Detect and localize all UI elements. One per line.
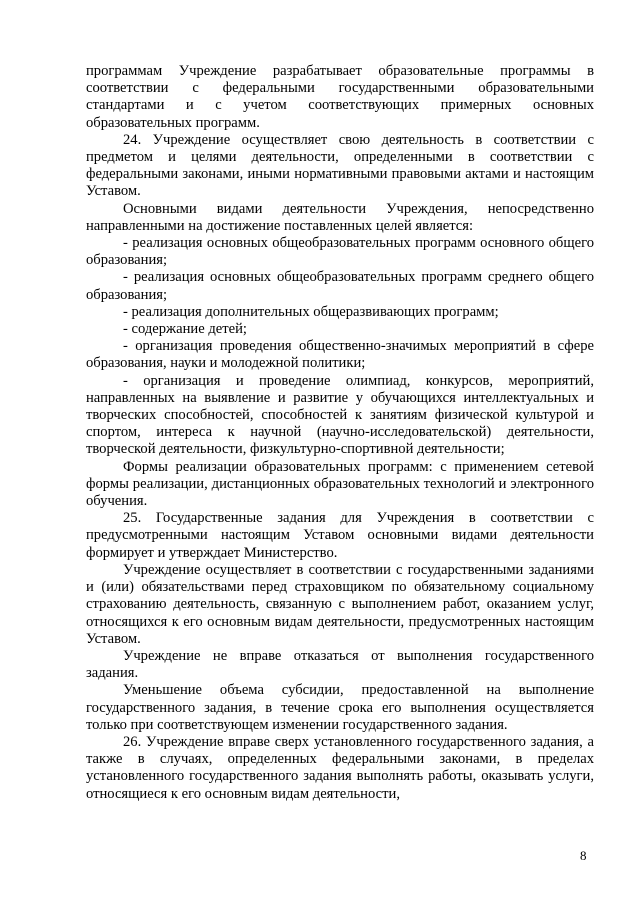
paragraph-subsidy: Уменьшение объема субсидии, предоставленной на выполнение государственного задания, в течение срока его выполнения осуществляется только при соответствующем изменении государственного задания. bbox=[86, 682, 594, 733]
paragraph-1: программам Учреждение разрабатывает образовательные программы в соответствии с федеральными государственными образовательными стандартами и с учетом соответствующих примерных основных образовательных программ. bbox=[86, 63, 594, 131]
list-item: - содержание детей; bbox=[123, 321, 247, 338]
paragraph-no-refusal: Учреждение не вправе отказаться от выполнения государственного задания. bbox=[86, 647, 594, 682]
paragraph-main-activities: Основными видами деятельности Учреждения, непосредственно направленными на достижение поставленных целей является: bbox=[86, 200, 594, 234]
list-item: - организация проведения общественно-значимых мероприятий в сфере образования, науки и молодежной политики; bbox=[86, 338, 594, 372]
paragraph-state-tasks: Учреждение осуществляет в соответствии с государственными заданиями и (или) обязательствами перед страховщиком по обязательному социальному страхованию деятельность, связанную с выполнением работ, оказанием услуг, относящихся к его основным видам деятельности, предусмотренных настоящим Уставом. bbox=[86, 561, 594, 647]
list-item: - реализация основных общеобразовательных программ среднего общего образования; bbox=[86, 269, 594, 303]
list-item: - реализация дополнительных общеразвивающих программ; bbox=[123, 303, 499, 320]
paragraph-26: 26. Учреждение вправе сверх установленного государственного задания, а также в случаях, определенных федеральными законами, в пределах установленного государственного задания выполнять работы, оказывать услуги, относящиеся к его основным видам деятельности, bbox=[86, 733, 594, 802]
document-body bbox=[86, 63, 594, 803]
page-number: 8 bbox=[580, 848, 587, 863]
paragraph-25: 25. Государственные задания для Учреждения в соответствии с предусмотренными настоящим Уставом основными видами деятельности формирует и утверждает Министерство. bbox=[86, 510, 594, 561]
paragraph-24: 24. Учреждение осуществляет свою деятельность в соответствии с предметом и целями деятельности, определенными в соответствии с федеральными законами, иными нормативными правовыми актами и настоящим Уставом. bbox=[86, 131, 594, 200]
list-item: - организация и проведение олимпиад, конкурсов, мероприятий, направленных на выявление и развитие у обучающихся интеллектуальных и творческих способностей, способностей к занятиям физической культурой и спортом, интереса к научной (научно-исследовательской) деятельности, творческой деятельности, физкультурно-спортивной деятельности; bbox=[86, 372, 594, 458]
paragraph-forms: Формы реализации образовательных программ: с применением сетевой формы реализации, дистанционных образовательных технологий и электронного обучения. bbox=[86, 458, 594, 510]
list-item: - реализация основных общеобразовательных программ основного общего образования; bbox=[86, 235, 594, 269]
